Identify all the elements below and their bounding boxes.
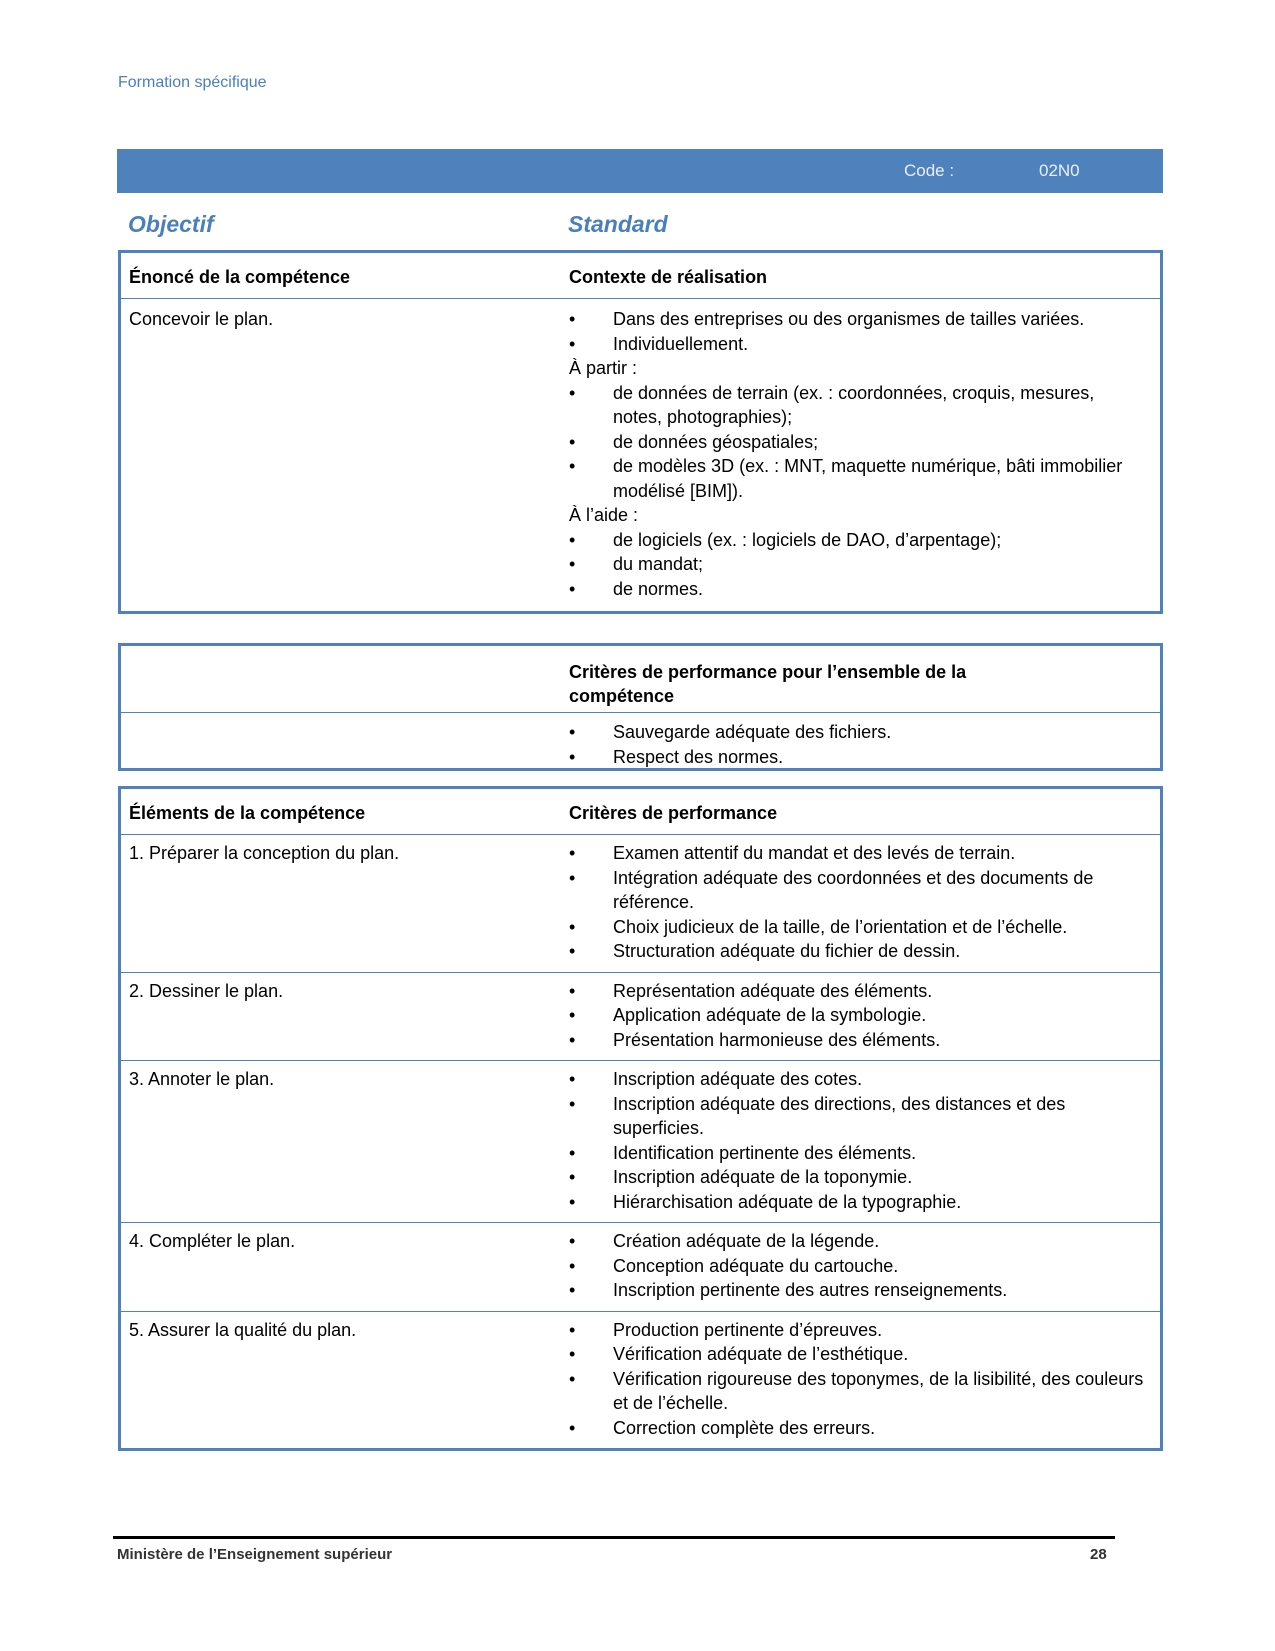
criterion-item: • Inscription adéquate de la toponymie. [569,1165,1144,1190]
competence-body-row [121,299,1160,611]
statement-heading: Énoncé de la compétence [129,267,351,287]
criterion-item: • Examen attentif du mandat et des levés de terrain. [569,841,1144,866]
program-header: Formation spécifique [118,74,267,91]
criterion-item: • Intégration adéquate des coordonnées et des documents de référence. [569,866,1144,915]
criteria-list [569,979,1144,1053]
overall-criteria-box [118,643,1163,771]
elements-heading: Éléments de la compétence [129,803,366,823]
criterion-item: • Inscription pertinente des autres renseignements. [569,1278,1144,1303]
criterion-item: • Vérification rigoureuse des toponymes, de la lisibilité, des couleurs et de l’échelle. [569,1367,1144,1416]
criteria-list [569,1229,1144,1303]
code-value: 02N0 [1039,161,1080,180]
context-heading: Contexte de réalisation [569,267,768,287]
context-bullets [569,528,1144,602]
element-name: 4. Compléter le plan. [129,1231,296,1251]
context-lead: À partir : [569,358,638,378]
element-row [121,1061,1160,1223]
context-item: • de données géospatiales; [569,430,1144,455]
context-item: • du mandat; [569,552,1144,577]
element-name: 3. Annoter le plan. [129,1069,275,1089]
criterion-item: • Correction complète des erreurs. [569,1416,1144,1441]
overall-separator [121,712,1160,713]
footer-rule [113,1536,1115,1539]
criteria-list [569,1067,1144,1214]
element-name: 5. Assurer la qualité du plan. [129,1319,357,1340]
code-bar [117,149,1163,193]
criterion-item: • Présentation harmonieuse des éléments. [569,1028,1144,1053]
criterion-item: • Représentation adéquate des éléments. [569,979,1144,1004]
standard-heading: Standard [568,211,668,237]
code-label: Code : [904,161,955,180]
criterion-item: • Production pertinente d’épreuves. [569,1318,1144,1343]
overall-criterion: • Respect des normes. [569,745,891,770]
context-item: • de logiciels (ex. : logiciels de DAO, d’arpentage); [569,528,1144,553]
context-item: • Individuellement. [569,332,1144,357]
context-list [569,307,1144,601]
competence-table [118,250,1163,614]
criterion-item: • Conception adéquate du cartouche. [569,1254,1144,1279]
criterion-item: • Création adéquate de la légende. [569,1229,1144,1254]
criteria-heading: Critères de performance [569,803,778,823]
competence-statement: Concevoir le plan. [129,309,274,329]
criterion-item: • Vérification adéquate de l’esthétique. [569,1342,1144,1367]
criterion-item: • Hiérarchisation adéquate de la typographie. [569,1190,1144,1215]
element-row [121,973,1160,1062]
criterion-item: • Inscription adéquate des cotes. [569,1067,1144,1092]
element-name: 1. Préparer la conception du plan. [129,843,400,863]
context-item: • Dans des entreprises ou des organismes de tailles variées. [569,307,1144,332]
context-item: • de données de terrain (ex. : coordonnées, croquis, mesures, notes, photographies); [569,381,1144,430]
context-bullets [569,307,1144,356]
objective-heading: Objectif [128,211,214,237]
criterion-item: • Inscription adéquate des directions, des distances et des superficies. [569,1092,1144,1141]
context-item: • de modèles 3D (ex. : MNT, maquette numérique, bâti immobilier modélisé [BIM]). [569,454,1144,503]
context-lead: À l’aide : [569,505,639,525]
context-item: • de normes. [569,577,1144,602]
footer-ministry: Ministère de l’Enseignement supérieur [117,1546,393,1563]
elements-head-row [121,789,1160,835]
criteria-list [569,1318,1144,1441]
criterion-item: • Identification pertinente des éléments. [569,1141,1144,1166]
element-row [121,1223,1160,1312]
criteria-list [569,841,1144,964]
element-row [121,835,1160,973]
overall-criteria-title: Critères de performance pour l’ensemble de la compétence [569,662,967,706]
context-bullets [569,381,1144,504]
page-number: 28 [1090,1546,1107,1563]
element-name: 2. Dessiner le plan. [129,980,284,1001]
overall-criterion: • Sauvegarde adéquate des fichiers. [569,720,891,745]
criterion-item: • Choix judicieux de la taille, de l’orientation et de l’échelle. [569,915,1144,940]
element-row [121,1312,1160,1449]
overall-criteria-list [569,720,891,769]
criterion-item: • Application adéquate de la symbologie. [569,1003,1144,1028]
competence-head-row [121,253,1160,299]
elements-table [118,786,1163,1451]
criterion-item: • Structuration adéquate du fichier de dessin. [569,939,1144,964]
